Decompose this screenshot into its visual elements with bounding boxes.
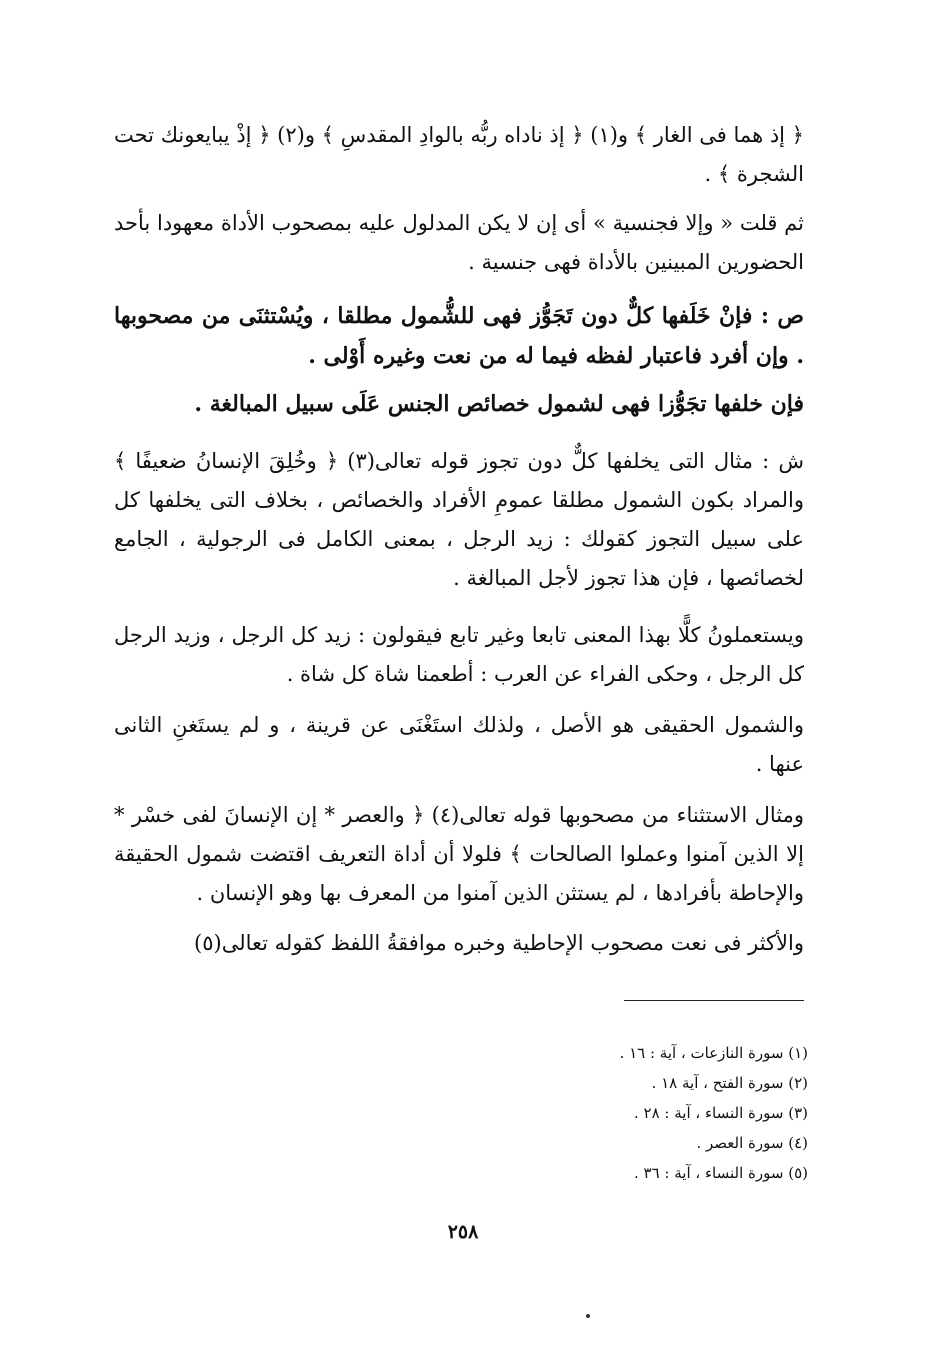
paragraph-text: ش : مثال التى يخلفها كلٌّ دون تجوز قوله تعالى(٣) ﴿ وخُلِقَ الإنسانُ ضعيفًا ﴾ والمراد بكون الشمول مطلقا عمومِ الأفراد والخصائص ، بخلاف التى يخلفها كل على سبيل التجوز كقولك : زيد الرجل ، بمعنى الكامل فى الرجولية ، الجامع لخصائصها ، فإن هذا تجوز لأجل المبالغة . <box>114 449 804 590</box>
paragraph-jinsiyya <box>114 204 804 282</box>
footnote-1: (١) سورة النازعات ، آية : ١٦ . <box>619 1044 808 1062</box>
matn-text: فإن خلفها تجَوُّزا فهى لشمول خصائص الجنس عَلَى سبيل المبالغة . <box>194 391 804 417</box>
paragraph-quran-examples <box>114 116 804 194</box>
paragraph-text: ويستعملونُ كلًّا بهذا المعنى تابعا وغير تابع فيقولون : زيد كل الرجل ، وزيد الرجل كل الرجل ، وحكى الفراء عن العرب : أطعمنا شاة كل شاة . <box>114 623 804 686</box>
paragraph-text: ﴿ إذ هما فى الغار ﴾ و(١) ﴿ إذ ناداه ربُّه بالوادِ المقدسِ ﴾ و(٢) ﴿ إذْ يبايعونك تحت الشجرة ﴾ . <box>114 123 804 186</box>
matn-text: ص : فإنْ خَلَفها كلٌّ دون تَجَوُّز فهى للشُّمول مطلقا ، ويُسْتثنَى من مصحوبها . وإن أفرد فاعتبار لفظه فيما له من نعت وغيره أَوْلى . <box>114 303 804 369</box>
matn-paragraph-1 <box>114 296 804 376</box>
paragraph-text: والشمول الحقيقى هو الأصل ، ولذلك استَغْنَى عن قرينة ، و لم يستَغنِ الثانى عنها . <box>114 713 804 776</box>
footnote-4: (٤) سورة العصر . <box>696 1134 808 1152</box>
paragraph-kull-usage <box>114 616 804 694</box>
footnote-3: (٣) سورة النساء ، آية : ٢٨ . <box>633 1104 808 1122</box>
footnote-5: (٥) سورة النساء ، آية : ٣٦ . <box>633 1164 808 1182</box>
page-number: ٢٥٨ <box>447 1221 479 1243</box>
paragraph-istithna <box>114 796 804 913</box>
paragraph-real-shumul <box>114 706 804 784</box>
footnote-2: (٢) سورة الفتح ، آية ١٨ . <box>651 1074 808 1092</box>
paragraph-text: والأكثر فى نعت مصحوب الإحاطية وخبره موافقةُ اللفظ كقوله تعالى(٥) <box>194 931 804 955</box>
paragraph-text: ثم قلت « وإلا فجنسية » أى إن لا يكن المدلول عليه بمصحوب الأداة معهودا بأحد الحضورين المبينين بالأداة فهى جنسية . <box>114 211 804 274</box>
matn-paragraph-2 <box>114 384 804 424</box>
footnotes <box>408 1038 808 1188</box>
paragraph-naat <box>114 924 804 963</box>
footnote-separator <box>624 1000 804 1001</box>
scan-speck <box>586 1314 590 1318</box>
sharh-paragraph <box>114 442 804 598</box>
paragraph-text: ومثال الاستثناء من مصحوبها قوله تعالى(٤) ﴿ والعصر * إن الإنسانَ لفى خسْر * إلا الذين آمنوا وعملوا الصالحات ﴾ فلولا أن أداة التعريف اقتضت شمول الحقيقة والإحاطة بأفرادها ، لم يستثن الذين آمنوا من المعرف بها وهو الإنسان . <box>114 803 804 905</box>
